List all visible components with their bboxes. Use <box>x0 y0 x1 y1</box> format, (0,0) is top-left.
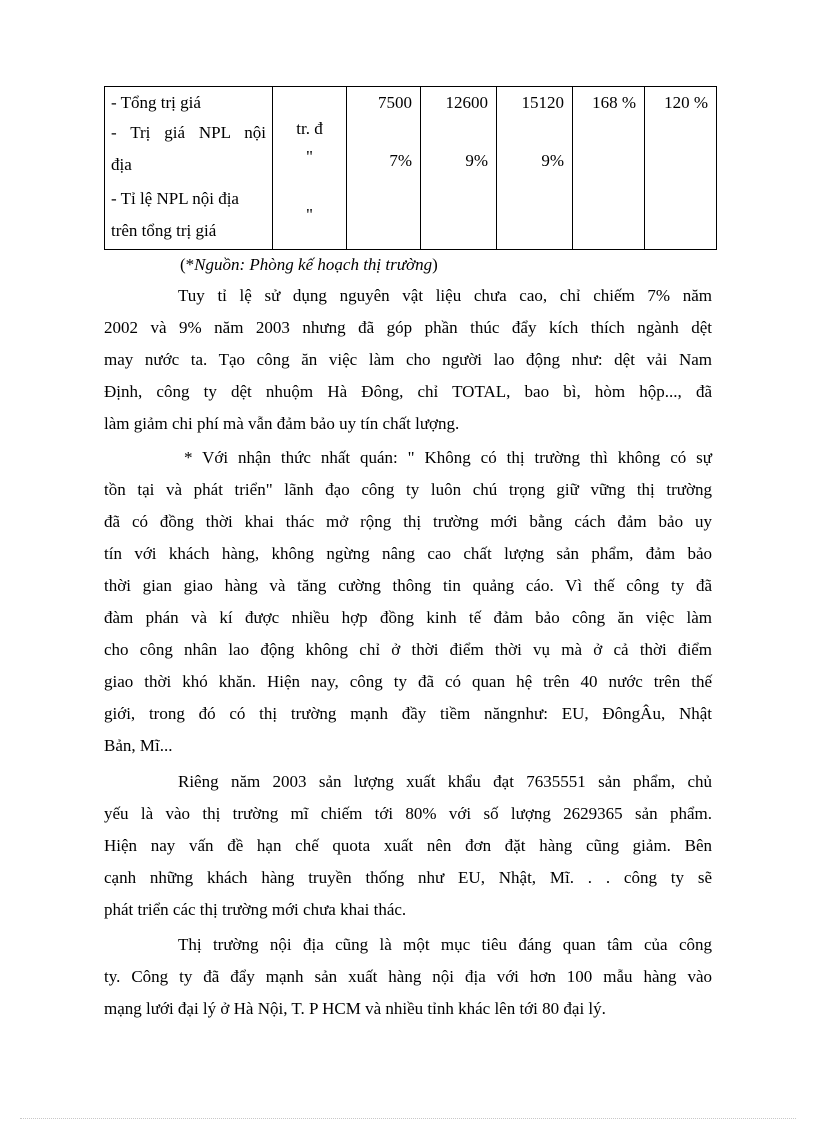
paragraph-line: Bản, Mĩ... <box>104 736 173 755</box>
paragraph-line: Riêng năm 2003 sản lượng xuất khẩu đạt 7635551 sản phẩm, chủ <box>178 772 712 791</box>
paragraph-line: Hiện nay vấn đề hạn chế quota xuất nên đơn đặt hàng cũng giảm. Bên <box>104 836 712 855</box>
paragraph-1 <box>104 280 712 440</box>
paragraph-line: phát triển các thị trường mới chưa khai thác. <box>104 900 407 919</box>
paragraph-line: may nước ta. Tạo công ăn việc làm cho người lao động như: dệt vải Nam <box>104 350 712 369</box>
paragraph-line: Thị trường nội địa cũng là một mục tiêu đáng quan tâm của công <box>178 935 712 954</box>
paragraph-2 <box>104 442 712 762</box>
paragraph-line: yếu là vào thị trường mĩ chiếm tới 80% với số lượng 2629365 sản phẩm. <box>104 804 712 823</box>
value-cell-2003b <box>497 87 573 250</box>
paragraph-line: cạnh những khách hàng truyền thống như EU, Nhật, Mĩ. . . công ty sẽ <box>104 868 712 887</box>
value-total-2002: 7500 <box>378 93 412 112</box>
paragraph-line: tồn tại và phát triển" lãnh đạo công ty luôn chú trọng giữ vững thị trường <box>104 480 712 499</box>
label-domestic-npl-ratio-cont: trên tổng trị giá <box>111 221 217 240</box>
value-total-2003b: 15120 <box>521 93 564 112</box>
paragraph-line: Định, công ty dệt nhuộm Hà Đông, chỉ TOTAL, bao bì, hòm hộp..., đã <box>104 382 712 401</box>
comparison-cell-2 <box>645 87 717 250</box>
label-domestic-npl-ratio: - Tỉ lệ NPL nội địa <box>111 189 239 208</box>
value-total-2003a: 12600 <box>445 93 488 112</box>
table-row <box>105 87 717 250</box>
source-close: ) <box>432 255 438 274</box>
paragraph-line: Tuy tỉ lệ sử dụng nguyên vật liệu chưa cao, chỉ chiếm 7% năm <box>178 286 712 305</box>
unit-ditto: " <box>306 205 313 224</box>
page-bottom-rule <box>20 1118 796 1119</box>
paragraph-line: * Với nhận thức nhất quán: " Không có thị trường thì không có sự <box>184 448 712 467</box>
label-domestic-npl-value-cont: địa <box>111 155 132 174</box>
source-note <box>180 251 438 279</box>
paragraph-line: làm giảm chi phí mà vẫn đảm bảo uy tín chất lượng. <box>104 414 460 433</box>
unit-cell <box>273 87 347 250</box>
paragraph-line: đàm phán và kí được nhiều hợp đồng kinh tế đảm bảo công ăn việc làm <box>104 608 712 627</box>
source-text: Nguồn: Phòng kế hoạch thị trường <box>194 255 433 274</box>
unit-million-dong: tr. đ <box>296 119 323 138</box>
value-ratio-2003a: 9% <box>465 151 488 170</box>
paragraph-line: giới, trong đó có thị trường mạnh đầy tiềm năngnhư: EU, ĐôngÂu, Nhật <box>104 704 712 723</box>
paragraph-line: 2002 và 9% năm 2003 nhưng đã góp phần thúc đẩy kích thích ngành dệt <box>104 318 712 337</box>
label-domestic-npl-value: - Trị giá NPL nội <box>111 123 266 142</box>
paragraph-3 <box>104 766 712 926</box>
source-open: (* <box>180 255 195 274</box>
paragraph-line: ty. Công ty đã đẩy mạnh sản xuất hàng nội địa với hơn 100 mẫu hàng vào <box>104 967 712 986</box>
paragraph-line: mạng lưới đại lý ở Hà Nội, T. P HCM và nhiều tỉnh khác lên tới 80 đại lý. <box>104 999 606 1018</box>
label-total-value: - Tổng trị giá <box>111 93 201 112</box>
comparison-ratio-1: 168 % <box>592 93 636 112</box>
value-ratio-2003b: 9% <box>541 151 564 170</box>
paragraph-line: cho công nhân lao động không chỉ ở thời điểm thời vụ mà ở cả thời điểm <box>104 640 712 659</box>
paragraph-4 <box>104 929 712 1025</box>
comparison-ratio-2: 120 % <box>664 93 708 112</box>
paragraph-line: thời gian giao hàng và tăng cường thông tin quảng cáo. Vì thế công ty đã <box>104 576 712 595</box>
paragraph-line: giao thời khó khăn. Hiện nay, công ty đã có quan hệ trên 40 nước trên thế <box>104 672 712 691</box>
value-cell-2002 <box>347 87 421 250</box>
comparison-cell-1 <box>573 87 645 250</box>
label-cell <box>105 87 273 250</box>
statistics-table <box>104 86 717 250</box>
paragraph-line: đã có đồng thời khai thác mở rộng thị trường mới bằng cách đảm bảo uy <box>104 512 712 531</box>
value-cell-2003a <box>421 87 497 250</box>
unit-ditto: " <box>306 147 313 166</box>
paragraph-line: tín với khách hàng, không ngừng nâng cao chất lượng sản phẩm, đảm bảo <box>104 544 712 563</box>
value-ratio-2002: 7% <box>389 151 412 170</box>
